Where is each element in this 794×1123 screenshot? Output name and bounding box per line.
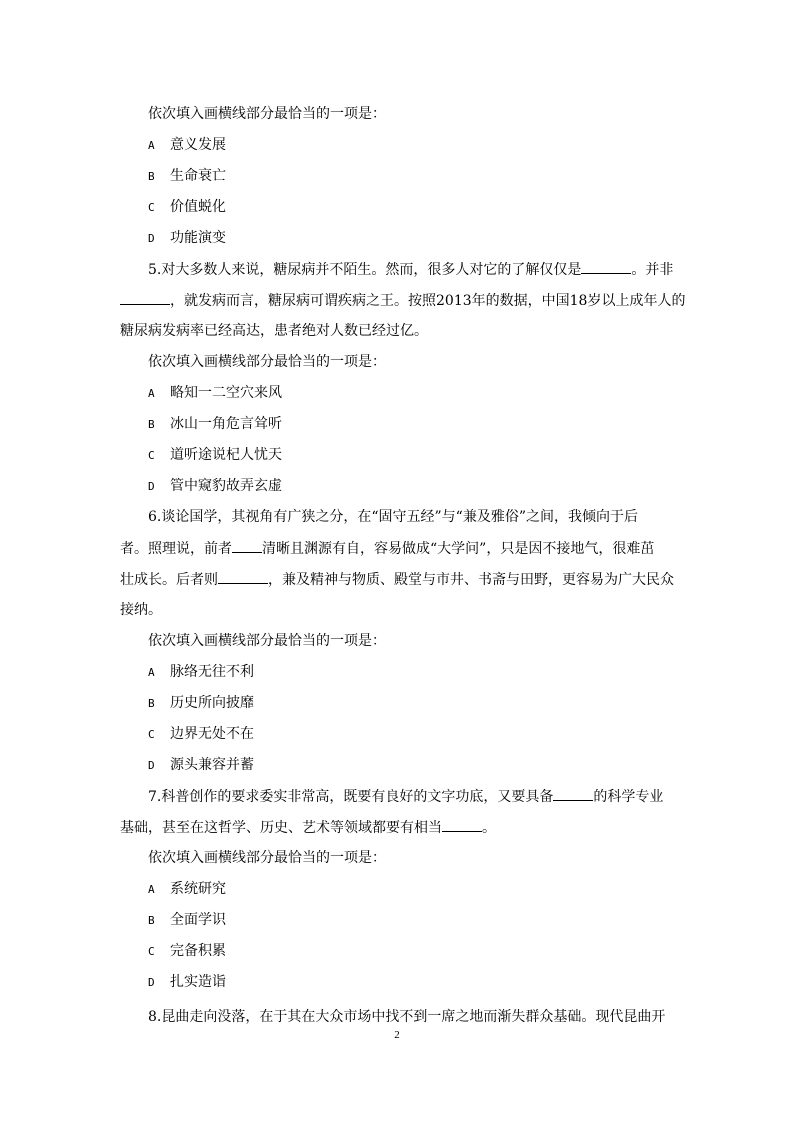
q7-stem-line-2: 基础，甚至在这哲学、历史、艺术等领域都要有相当 。 [120,817,680,838]
blank-2 [120,290,170,305]
q7-option-b: B 全面学识 [148,912,226,928]
q7-stem-line-1: 7.科普创作的要求委实非常高，既要有良好的文字功底，又要具备 的科学专业 [148,786,708,807]
q6-stem-line-4: 接纳。 [120,602,162,618]
q5-stem-line-3: 糖尿病发病率已经高达，患者绝对人数已经过亿。 [120,323,428,339]
q6-option-b: B 历史所向披靡 [148,695,254,711]
blank-1 [232,538,262,553]
q7-option-c: C 完备积累 [148,943,226,959]
blank-2 [218,569,268,584]
q4-option-c: C 价值蜕化 [148,199,226,215]
blank-1 [553,786,593,801]
q7-option-d: D 扎实造诣 [148,974,226,990]
q5-option-c: C 道听途说杞人忧天 [148,447,282,463]
q4-option-a: A 意义发展 [148,137,226,153]
q6-stem-line-2: 者。照理说，前者 清晰且渊源有自，容易做成“大学问”，只是因不接地气，很难茁 [120,538,680,559]
q7-prompt: 依次填入画横线部分最恰当的一项是： [148,850,386,866]
q5-option-d: D 管中窥豹故弄玄虚 [148,478,282,494]
q7-option-a: A 系统研究 [148,881,226,897]
q4-option-b: B 生命衰亡 [148,168,226,184]
q6-option-a: A 脉络无往不利 [148,664,254,680]
q4-option-d: D 功能演变 [148,230,226,246]
q5-prompt: 依次填入画横线部分最恰当的一项是： [148,354,386,370]
q6-stem-line-3: 壮成长。后者则 ，兼及精神与物质、殿堂与市井、书斋与田野，更容易为广大民众 [120,569,680,590]
q6-prompt: 依次填入画横线部分最恰当的一项是： [148,633,386,649]
q5-option-b: B 冰山一角危言耸听 [148,416,282,432]
blank-1 [581,259,631,274]
page-number: 2 [394,1029,400,1041]
q8-stem-line-1: 8.昆曲走向没落，在于其在大众市场中找不到一席之地而渐失群众基础。现代昆曲开 [148,1009,666,1025]
q6-stem-line-1: 6.谈论国学，其视角有广狭之分，在“固守五经”与“兼及雅俗”之间，我倾向于后 [148,509,638,525]
q5-option-a: A 略知一二空穴来风 [148,385,282,401]
q5-stem-line-1: 5.对大多数人来说，糖尿病并不陌生。然而，很多人对它的了解仅仅是 。并非 [148,259,708,280]
q6-option-d: D 源头兼容并蓄 [148,757,254,773]
q4-prompt: 依次填入画横线部分最恰当的一项是： [148,106,386,122]
blank-2 [442,817,482,832]
q5-stem-line-2: ，就发病而言，糖尿病可谓疾病之王。按照2013年的数据，中国18岁以上成年人的 [120,290,680,311]
q6-option-c: C 边界无处不在 [148,726,254,742]
